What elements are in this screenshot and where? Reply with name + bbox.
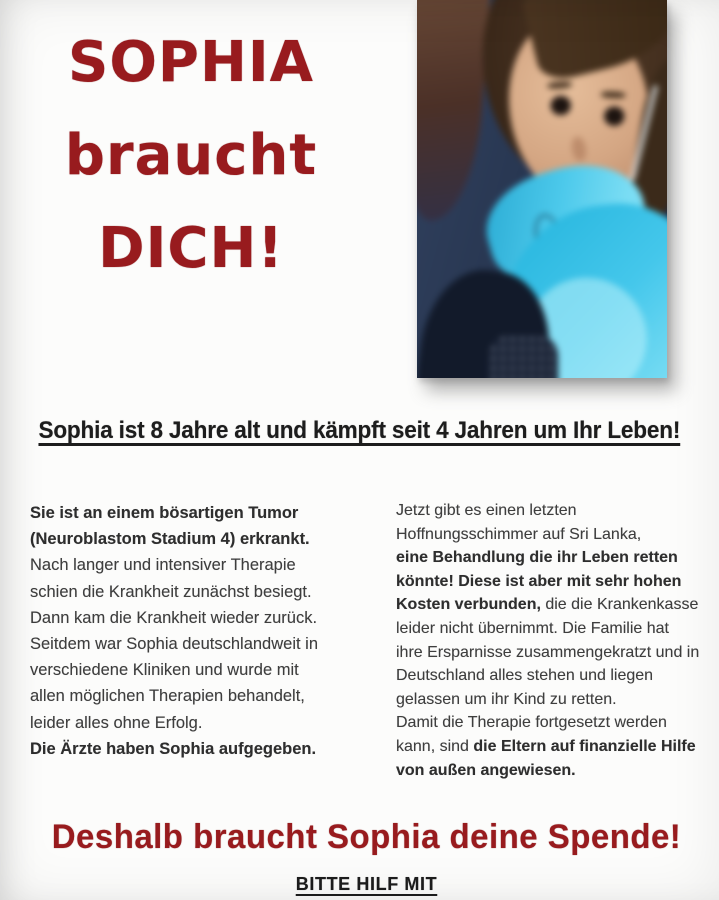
donation-appeal: Deshalb braucht Sophia deine Spende! <box>51 818 682 856</box>
body-text: Deutschland alles stehen und liegen <box>396 667 654 685</box>
title-line: SOPHIA <box>67 30 315 95</box>
body-line <box>30 631 318 657</box>
body-text-bold: könnte! Diese ist aber mit sehr hohen <box>396 572 682 590</box>
title-line: braucht <box>64 123 318 188</box>
body-line <box>396 617 699 641</box>
body-column-left <box>30 500 318 762</box>
body-line <box>30 710 318 736</box>
body-text-bold: eine Behandlung die ihr Leben retten <box>396 549 678 567</box>
footer-help-line: BITTE HILF MIT <box>295 874 438 894</box>
body-text: verschiedene Kliniken und wurde mit <box>30 661 299 680</box>
body-line <box>30 605 318 631</box>
body-line <box>30 579 318 605</box>
body-text-bold: die Eltern auf finanzielle Hilfe <box>473 737 696 755</box>
body-text: leider nicht übernimmt. Die Familie hat <box>396 619 669 637</box>
poster-title <box>38 16 344 295</box>
body-line <box>396 641 699 665</box>
body-text: allen möglichen Therapien behandelt, <box>30 687 305 706</box>
body-line <box>396 759 699 783</box>
photo-shirt-pattern <box>489 335 559 378</box>
body-line <box>396 688 699 712</box>
body-line <box>396 711 699 735</box>
body-column-right <box>396 499 699 782</box>
body-text-bold: von außen angewiesen. <box>396 761 576 779</box>
photo-eye-right <box>603 105 624 126</box>
body-line <box>396 499 699 523</box>
body-text: Dann kam die Krankheit wieder zurück. <box>30 608 318 627</box>
child-photo-illustration <box>417 0 667 378</box>
body-text: Damit die Therapie fortgesetzt werden <box>396 714 667 732</box>
body-text-bold: Kosten verbunden, <box>396 596 541 614</box>
headline-row <box>0 417 719 445</box>
body-line <box>30 552 318 578</box>
body-line <box>30 500 318 526</box>
body-text: leider alles ohne Erfolg. <box>30 713 203 732</box>
headline: Sophia ist 8 Jahre alt und kämpft seit 4 Jahren um Ihr Leben! <box>38 417 681 444</box>
body-text: gelassen um ihr Kind zu retten. <box>396 690 617 708</box>
body-line <box>30 526 318 552</box>
title-line: DICH! <box>98 216 284 281</box>
body-text: Hoffnungsschimmer auf Sri Lanka, <box>396 525 642 543</box>
body-text: Nach langer und intensiver Therapie <box>30 556 296 575</box>
body-text: ihre Ersparnisse zusammengekratzt und in <box>396 643 700 661</box>
body-text-bold: (Neuroblastom Stadium 4) erkrankt. <box>30 530 310 549</box>
body-line <box>30 657 318 683</box>
body-text: schien die Krankheit zunächst besiegt. <box>30 582 312 601</box>
body-line <box>396 546 699 570</box>
body-text-bold: Die Ärzte haben Sophia aufgegeben. <box>30 739 317 758</box>
child-photo <box>417 0 667 378</box>
body-line <box>30 736 318 762</box>
body-line <box>396 523 699 547</box>
body-text: Jetzt gibt es einen letzten <box>396 502 577 519</box>
body-text: Seitdem war Sophia deutschlandweit in <box>30 635 319 654</box>
body-line <box>396 570 699 594</box>
body-line <box>396 593 699 617</box>
body-text: die die Krankenkasse <box>540 596 699 614</box>
body-line <box>396 664 699 688</box>
footer-row <box>0 874 719 895</box>
cta-row <box>0 818 719 857</box>
body-line <box>30 683 318 709</box>
body-line <box>396 735 699 759</box>
body-text-bold: Sie ist an einem bösartigen Tumor <box>30 504 299 522</box>
body-text: kann, sind <box>396 737 474 755</box>
